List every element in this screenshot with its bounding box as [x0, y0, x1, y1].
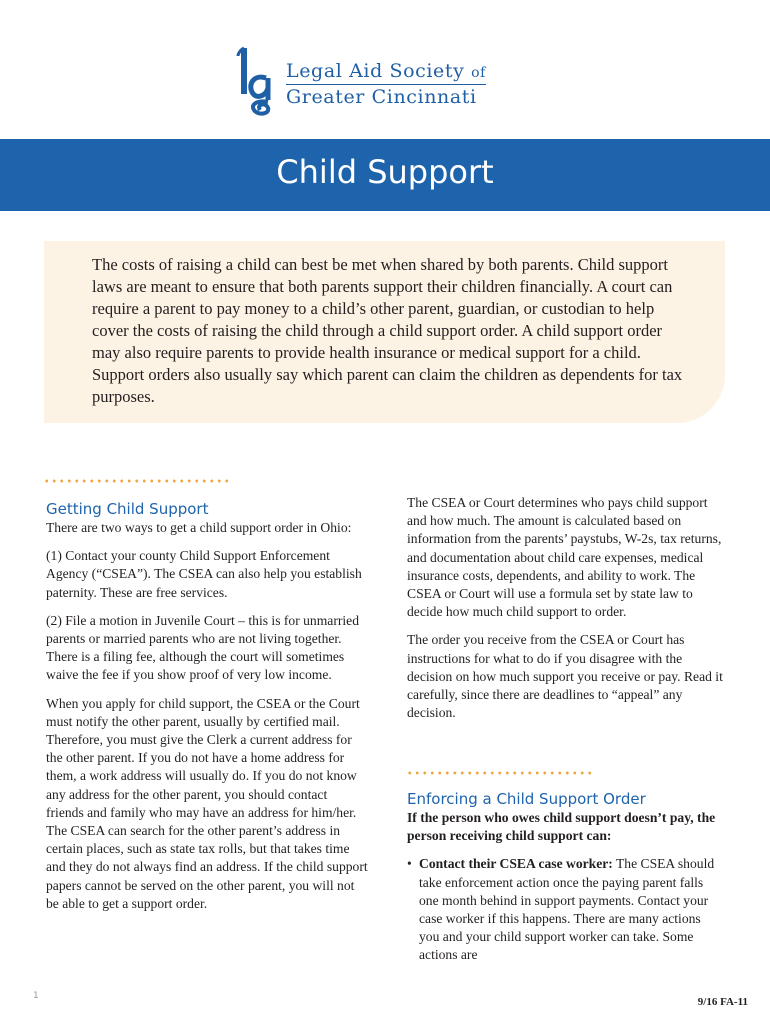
- bullet-text: The CSEA should take enforcement action once the paying parent falls one month behind in support payments. Contact your case worker if this happens. There are many actions you and your child support worker can take. Some actions are: [419, 856, 715, 963]
- right-column: [407, 494, 723, 732]
- bullet-icon: •: [407, 856, 412, 872]
- form-code: 9/16 FA-11: [697, 996, 748, 1008]
- left-paragraph-1: There are two ways to get a child support order in Ohio:: [46, 520, 352, 535]
- getting-child-support-heading: Getting Child Support: [46, 500, 209, 518]
- legal-aid-logo-mark: [236, 44, 280, 116]
- section-divider-right: [406, 771, 592, 775]
- section-divider-left: [43, 479, 229, 483]
- enforcing-heading: Enforcing a Child Support Order: [407, 790, 646, 808]
- left-paragraph-4: When you apply for child support, the CSEA or the Court must notify the other parent, usually by certified mail. Therefore, you must give the Clerk a current address for the other parent. If you do not have a home address for them, a work address will usually do. If you do not know any address for the other parent, you should contact friends and family who may have an address for him/her. The CSEA can search for the other parent’s address in certain places, such as state tax rolls, but that takes time and they do not always find an address. If the child support papers cannot be served on the other parent, you will not be able to get a support order.: [46, 695, 368, 911]
- page-number: 1: [33, 991, 39, 1001]
- left-paragraph-2: (1) Contact your county Child Support Enforcement Agency (“CSEA”). The CSEA can also help you establish paternity. These are free services.: [46, 548, 362, 600]
- left-column: [46, 499, 368, 923]
- org-name-of: of: [471, 65, 486, 81]
- left-paragraph-3: (2) File a motion in Juvenile Court – this is for unmarried parents or married parents who are not living together. There is a filing fee, although the court will sometimes waive the fee if you show proof of very low income.: [46, 612, 359, 683]
- enforcing-intro: If the person who owes child support doesn’t pay, the person receiving child support can:: [407, 810, 716, 844]
- org-name-line2: Greater Cincinnati: [286, 84, 486, 108]
- right-paragraph-2: The order you receive from the CSEA or Court has instructions for what to do if you disagree with the decision on how much support you receive or pay. Read it carefully, since there are deadlines to “appeal” any decision.: [407, 632, 723, 721]
- intro-text: The costs of raising a child can best be met when shared by both parents. Child support laws are meant to ensure that both parents support their children financially. A court can require a parent to pay money to a child’s other parent, guardian, or custodian to help cover the costs of raising the child through a child support order. A child support order may also require parents to provide health insurance or medical support for a child. Support orders also usually say which parent can claim the children as dependents for tax purposes.: [92, 255, 683, 406]
- intro-box: [44, 241, 725, 423]
- list-item: [407, 855, 723, 964]
- title-banner: [0, 139, 770, 211]
- bullet-label: Contact their CSEA case worker:: [419, 856, 613, 872]
- org-name-line1: Legal Aid Society: [286, 60, 465, 82]
- right-paragraph-1: The CSEA or Court determines who pays child support and how much. The amount is calculated based on information from the parents’ paystubs, W-2s, tax returns, and documentation about child care expenses, medical insurance costs, dependents, and ability to work. The CSEA or Court will use a formula set by state law to decide how much child support to order.: [407, 495, 722, 620]
- enforcing-section: [407, 789, 723, 975]
- page-title: Child Support: [276, 153, 494, 191]
- logo: [236, 44, 526, 116]
- organization-name: [286, 60, 486, 108]
